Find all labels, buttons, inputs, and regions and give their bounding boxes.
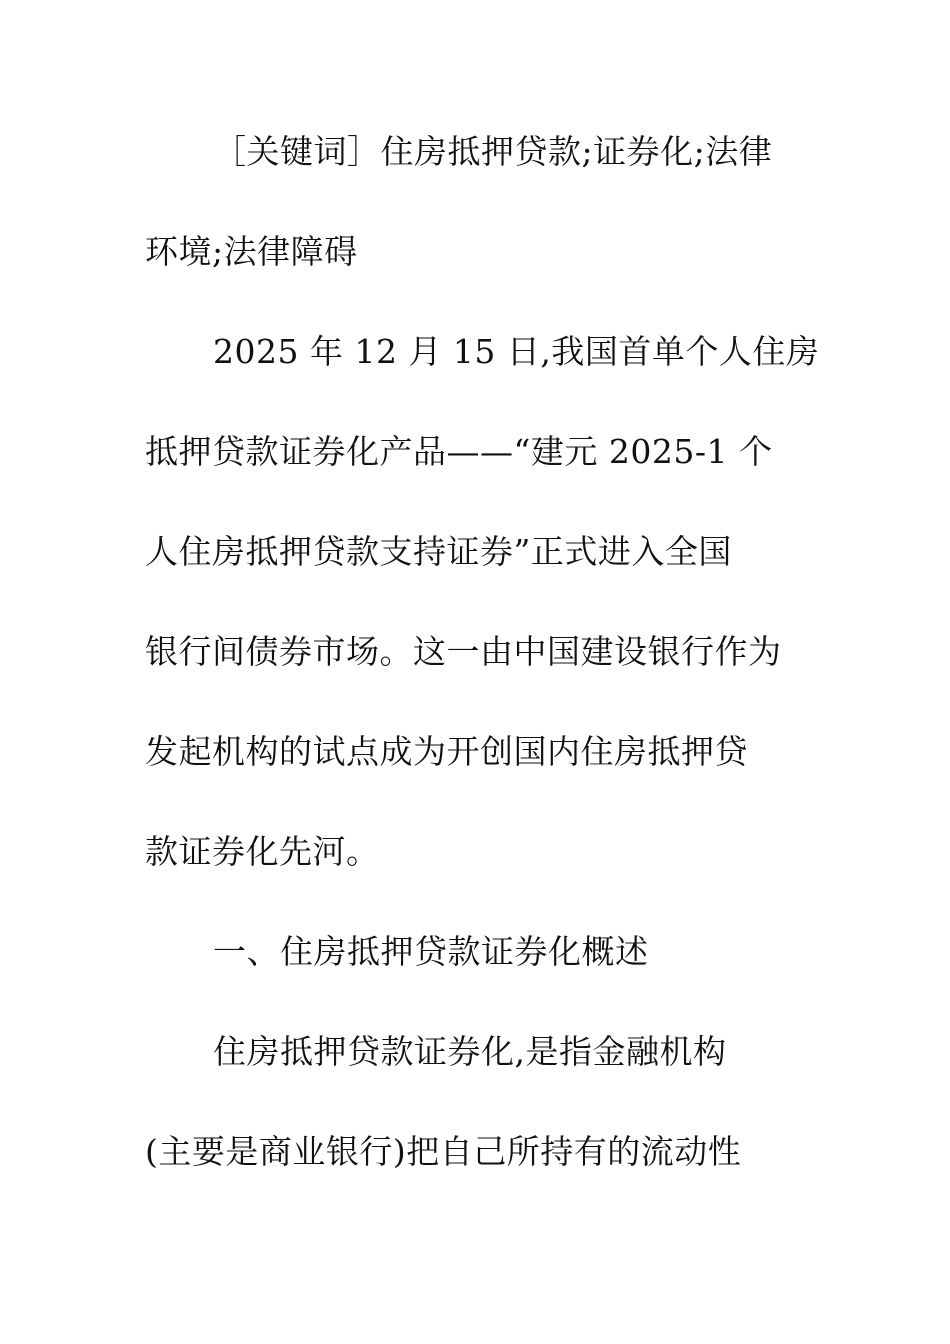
paragraph-1-line-2: 抵押贷款证券化产品——“建元 2025-1 个: [145, 432, 773, 471]
paragraph-1-line-1: 2025 年 12 月 15 日,我国首单个人住房: [213, 332, 820, 371]
keywords-line-1: ［关键词］住房抵押贷款;证券化;法律: [213, 132, 773, 171]
paragraph-1-line-3: 人住房抵押贷款支持证券”正式进入全国: [145, 532, 732, 571]
paragraph-1-line-5: 发起机构的试点成为开创国内住房抵押贷: [145, 732, 748, 771]
paragraph-2-line-1: 住房抵押贷款证券化,是指金融机构: [213, 1032, 727, 1071]
paragraph-2-line-2: (主要是商业银行)把自己所持有的流动性: [145, 1132, 742, 1171]
paragraph-1-line-4: 银行间债券市场。这一由中国建设银行作为: [145, 632, 782, 671]
paragraph-1-line-6: 款证券化先河。: [145, 832, 380, 871]
keywords-line-2: 环境;法律障碍: [145, 232, 358, 271]
section-heading: 一、住房抵押贷款证券化概述: [213, 932, 649, 971]
